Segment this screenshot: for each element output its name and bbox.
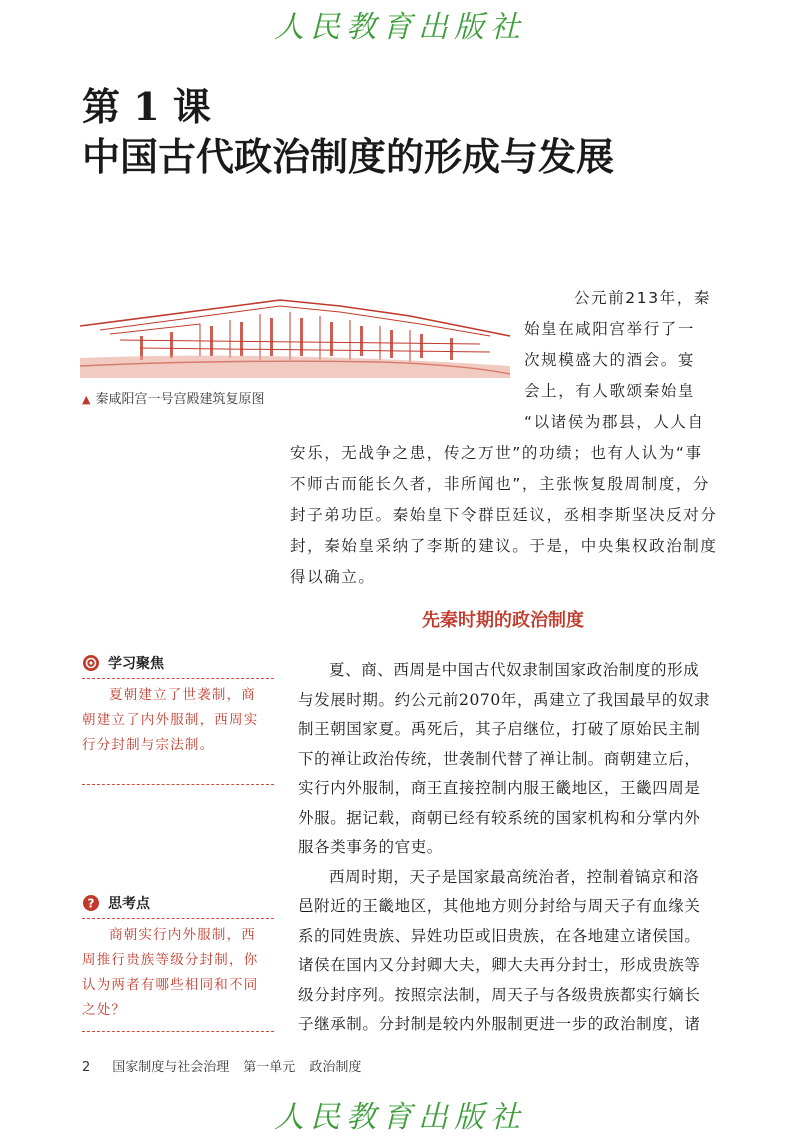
page-footer bbox=[82, 1056, 361, 1075]
think-point-header bbox=[82, 892, 274, 919]
lesson-title: 中国古代政治制度的形成与发展 bbox=[82, 134, 615, 179]
intro-line: 安乐，无战争之患，传之万世”的功绩；也有人认为“事 bbox=[290, 444, 703, 462]
body-line: 西周时期，天子是国家最高统治者，控制着镐京和洛 bbox=[329, 867, 700, 886]
think-point-line: 商朝实行内外服制，西 bbox=[109, 927, 256, 943]
body-line: 级分封序列。按照宗法制，周天子与各级贵族都实行嫡长 bbox=[298, 985, 701, 1004]
intro-line: 得以确立。 bbox=[290, 568, 376, 586]
body-line: 制王朝国家夏。禹死后，其子启继位，打破了原始民主制 bbox=[298, 720, 701, 738]
learning-focus-line: 朝建立了内外服制，西周实 bbox=[82, 712, 259, 728]
learning-focus-title: 学习聚焦 bbox=[108, 656, 164, 672]
learning-focus-line: 行分封制与宗法制。 bbox=[82, 737, 215, 753]
think-point-line: 认为两者有哪些相同和不同 bbox=[82, 977, 259, 993]
learning-focus-header bbox=[82, 652, 274, 679]
intro-line: “以诸侯为郡县，人人自 bbox=[524, 413, 705, 431]
body-line: 诸侯在国内又分封卿大夫，卿大夫再分封士，形成贵族等 bbox=[298, 956, 701, 974]
compass-target-icon bbox=[82, 654, 100, 672]
intro-line: 封子弟功臣。秦始皇下令群臣廷议，丞相李斯坚决反对分 bbox=[290, 506, 718, 524]
divider bbox=[82, 1031, 274, 1032]
page-number: 2 bbox=[82, 1060, 91, 1075]
publisher-logo-bottom: 人民教育出版社 bbox=[274, 1100, 526, 1135]
think-point-title: 思考点 bbox=[108, 896, 150, 912]
unit-number: 第一单元 bbox=[243, 1060, 296, 1075]
think-point-box bbox=[82, 892, 274, 1032]
intro-line: 始皇在咸阳宫举行了一 bbox=[524, 320, 696, 338]
intro-line: 次规模盛大的酒会。宴 bbox=[524, 351, 696, 369]
figure-caption-text: 秦咸阳宫一号宫殿建筑复原图 bbox=[95, 392, 265, 407]
think-point-line: 周推行贵族等级分封制，你 bbox=[82, 952, 259, 968]
body-line: 子继承制。分封制是较内外服制更进一步的政治制度，诸 bbox=[298, 1015, 701, 1033]
figure-caption bbox=[82, 388, 264, 407]
book-title: 国家制度与社会治理 bbox=[112, 1060, 230, 1075]
intro-line: 会上，有人歌颂秦始皇 bbox=[524, 382, 696, 400]
main-text bbox=[298, 656, 718, 1040]
think-point-line: 之处？ bbox=[82, 1002, 127, 1018]
body-line: 外服。据记载，商朝已经有较系统的国家机构和分掌内外 bbox=[298, 808, 701, 827]
body-line: 下的禅让政治传统，世袭制代替了禅让制。商朝建立后， bbox=[298, 749, 701, 768]
learning-focus-line: 夏朝建立了世袭制，商 bbox=[109, 687, 256, 703]
question-circle-icon bbox=[82, 894, 100, 912]
unit-title: 政治制度 bbox=[309, 1060, 362, 1075]
divider bbox=[82, 784, 274, 785]
body-line: 与发展时期。约公元前2070年，禹建立了我国最早的奴隶 bbox=[298, 690, 711, 709]
body-line: 实行内外服制，商王直接控制内服王畿地区，王畿四周是 bbox=[298, 779, 701, 797]
intro-paragraph bbox=[290, 283, 718, 593]
intro-line: 封，秦始皇采纳了李斯的建议。于是，中央集权政治制度 bbox=[290, 537, 718, 555]
body-line: 系的同姓贵族、异姓功臣或旧贵族，在各地建立诸侯国。 bbox=[298, 926, 701, 945]
svg-text:?: ? bbox=[87, 896, 95, 911]
body-line: 服各类事务的官吏。 bbox=[298, 838, 443, 856]
learning-focus-box bbox=[82, 652, 274, 785]
triangle-marker-icon: ▲ bbox=[82, 393, 91, 406]
intro-line: 不师古而能长久者，非所闻也”，主张恢复殷周制度，分 bbox=[290, 475, 711, 493]
body-line: 邑附近的王畿地区，其他地方则分封给与周天子有血缘关 bbox=[298, 897, 701, 915]
intro-line: 公元前213年，秦 bbox=[574, 289, 711, 307]
body-line: 夏、商、西周是中国古代奴隶制国家政治制度的形成 bbox=[329, 661, 700, 679]
section-heading: 先秦时期的政治制度 bbox=[422, 610, 584, 631]
publisher-logo-top: 人民教育出版社 bbox=[274, 10, 526, 45]
lesson-number: 第 1 课 bbox=[82, 84, 211, 129]
